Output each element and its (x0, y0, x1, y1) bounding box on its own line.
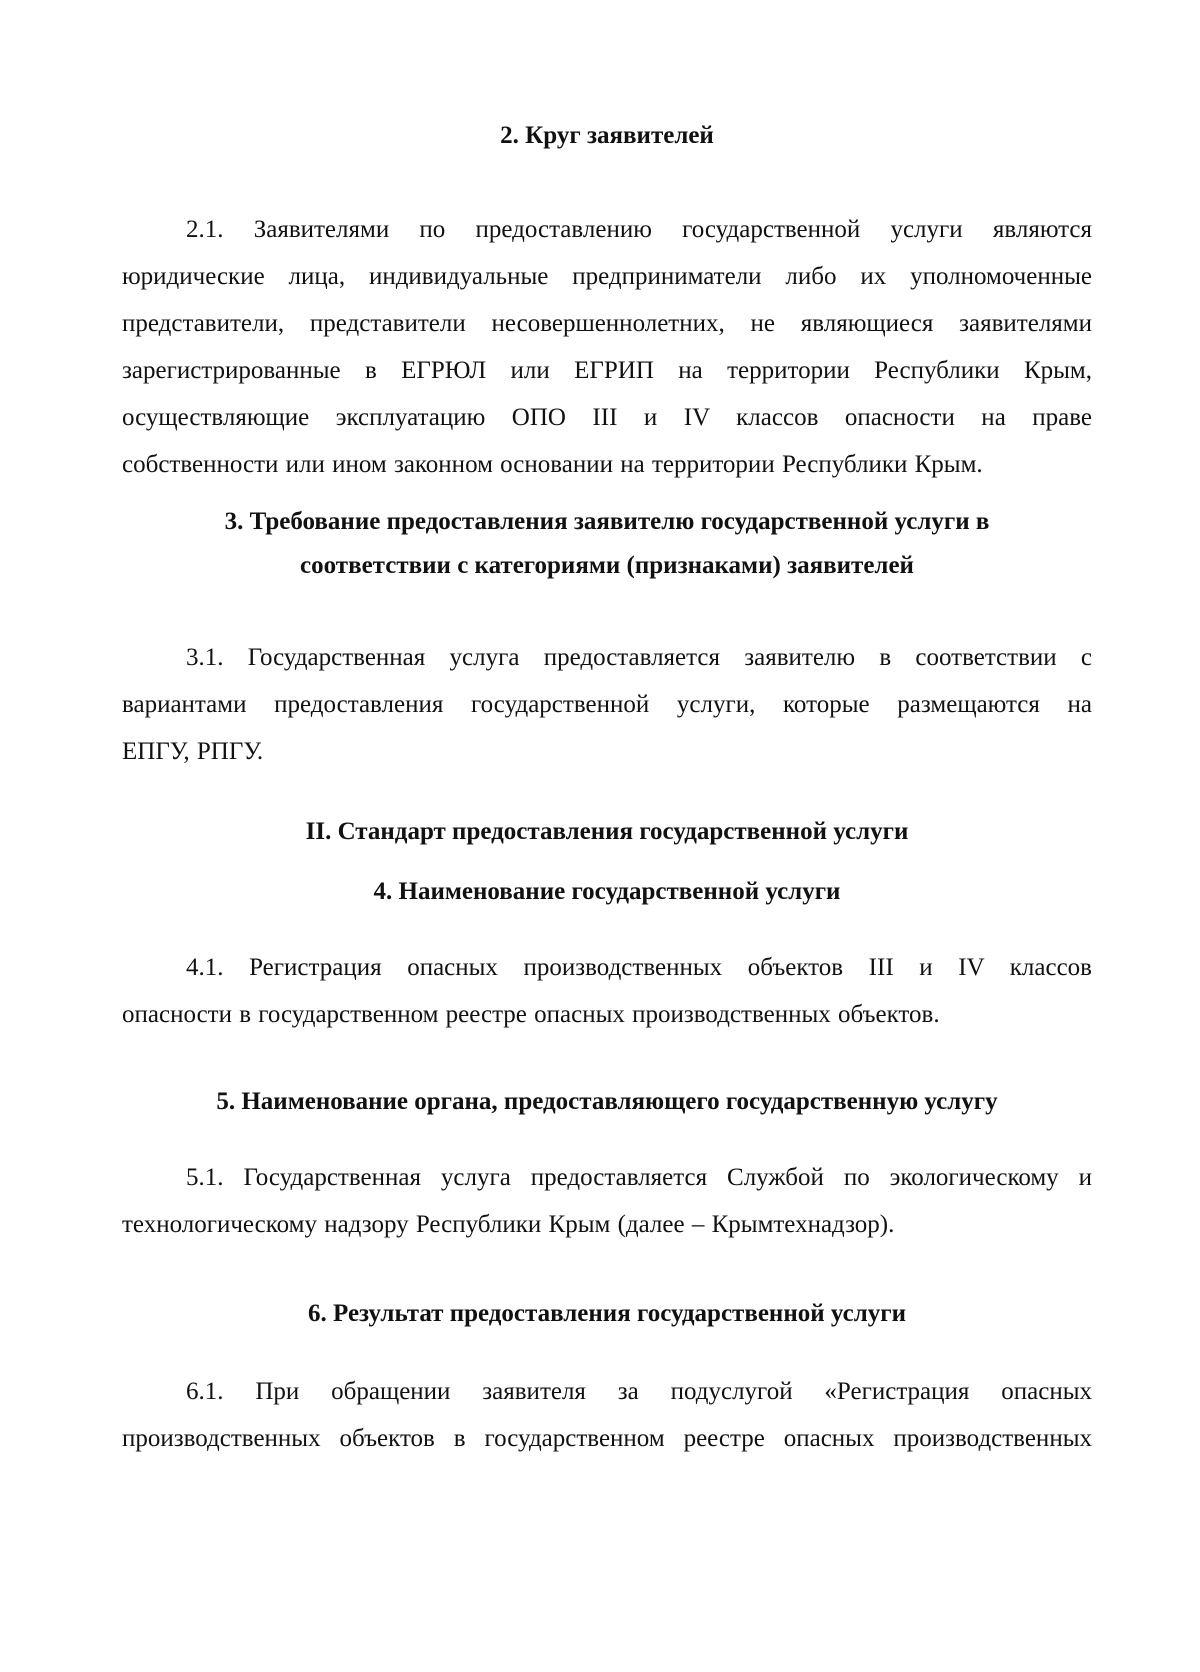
heading-section-4: 4. Наименование государственной услуги (373, 878, 841, 905)
paragraph-line: ЕПГУ, РПГУ. (122, 738, 264, 765)
paragraph-line: собственности или ином законном основании на территории Республики Крым. (122, 451, 983, 478)
paragraph-line: 4.1. Регистрация опасных производственных объектов III и IV классов (186, 954, 1092, 981)
paragraph-line: осуществляющие эксплуатацию ОПО III и IV классов опасности на праве (122, 404, 1092, 431)
paragraph-line: 6.1. При обращении заявителя за подуслугой «Регистрация опасных (186, 1378, 1092, 1405)
paragraph-line: юридические лица, индивидуальные предприниматели либо их уполномоченные (122, 263, 1092, 290)
paragraph-line: опасности в государственном реестре опасных производственных объектов. (122, 1001, 940, 1028)
heading-section-3 (122, 500, 1092, 588)
paragraph-line: производственных объектов в государственном реестре опасных производственных (122, 1425, 1092, 1452)
paragraph-line: зарегистрированные в ЕГРЮЛ или ЕГРИП на территории Республики Крым, (122, 357, 1092, 384)
paragraph-line: 2.1. Заявителями по предоставлению государственной услуги являются (186, 216, 1092, 243)
paragraph-6-1 (122, 1368, 1092, 1462)
paragraph-3-1 (122, 634, 1092, 775)
paragraph-4-1 (122, 944, 1092, 1038)
paragraph-line: 3.1. Государственная услуга предоставляется заявителю в соответствии с (186, 644, 1092, 671)
paragraph-line: вариантами предоставления государственной услуги, которые размещаются на (122, 691, 1092, 718)
paragraph-2-1 (122, 206, 1092, 488)
heading-line: соответствии с категориями (признаками) заявителей (300, 552, 914, 579)
paragraph-line: 5.1. Государственная услуга предоставляется Службой по экологическому и (186, 1164, 1092, 1191)
heading-line: 3. Требование предоставления заявителю государственной услуги в (224, 508, 990, 535)
heading-section-5: 5. Наименование органа, предоставляющего государственную услугу (216, 1088, 998, 1115)
paragraph-line: технологическому надзору Республики Крым (далее – Крымтехнадзор). (122, 1211, 895, 1238)
heading-section-6: 6. Результат предоставления государственной услуги (308, 1300, 906, 1327)
paragraph-line: представители, представители несовершеннолетних, не являющиеся заявителями (122, 310, 1092, 337)
heading-chapter-2: II. Стандарт предоставления государственной услуги (305, 818, 909, 845)
heading-section-2: 2. Круг заявителей (500, 122, 714, 149)
paragraph-5-1 (122, 1154, 1092, 1248)
